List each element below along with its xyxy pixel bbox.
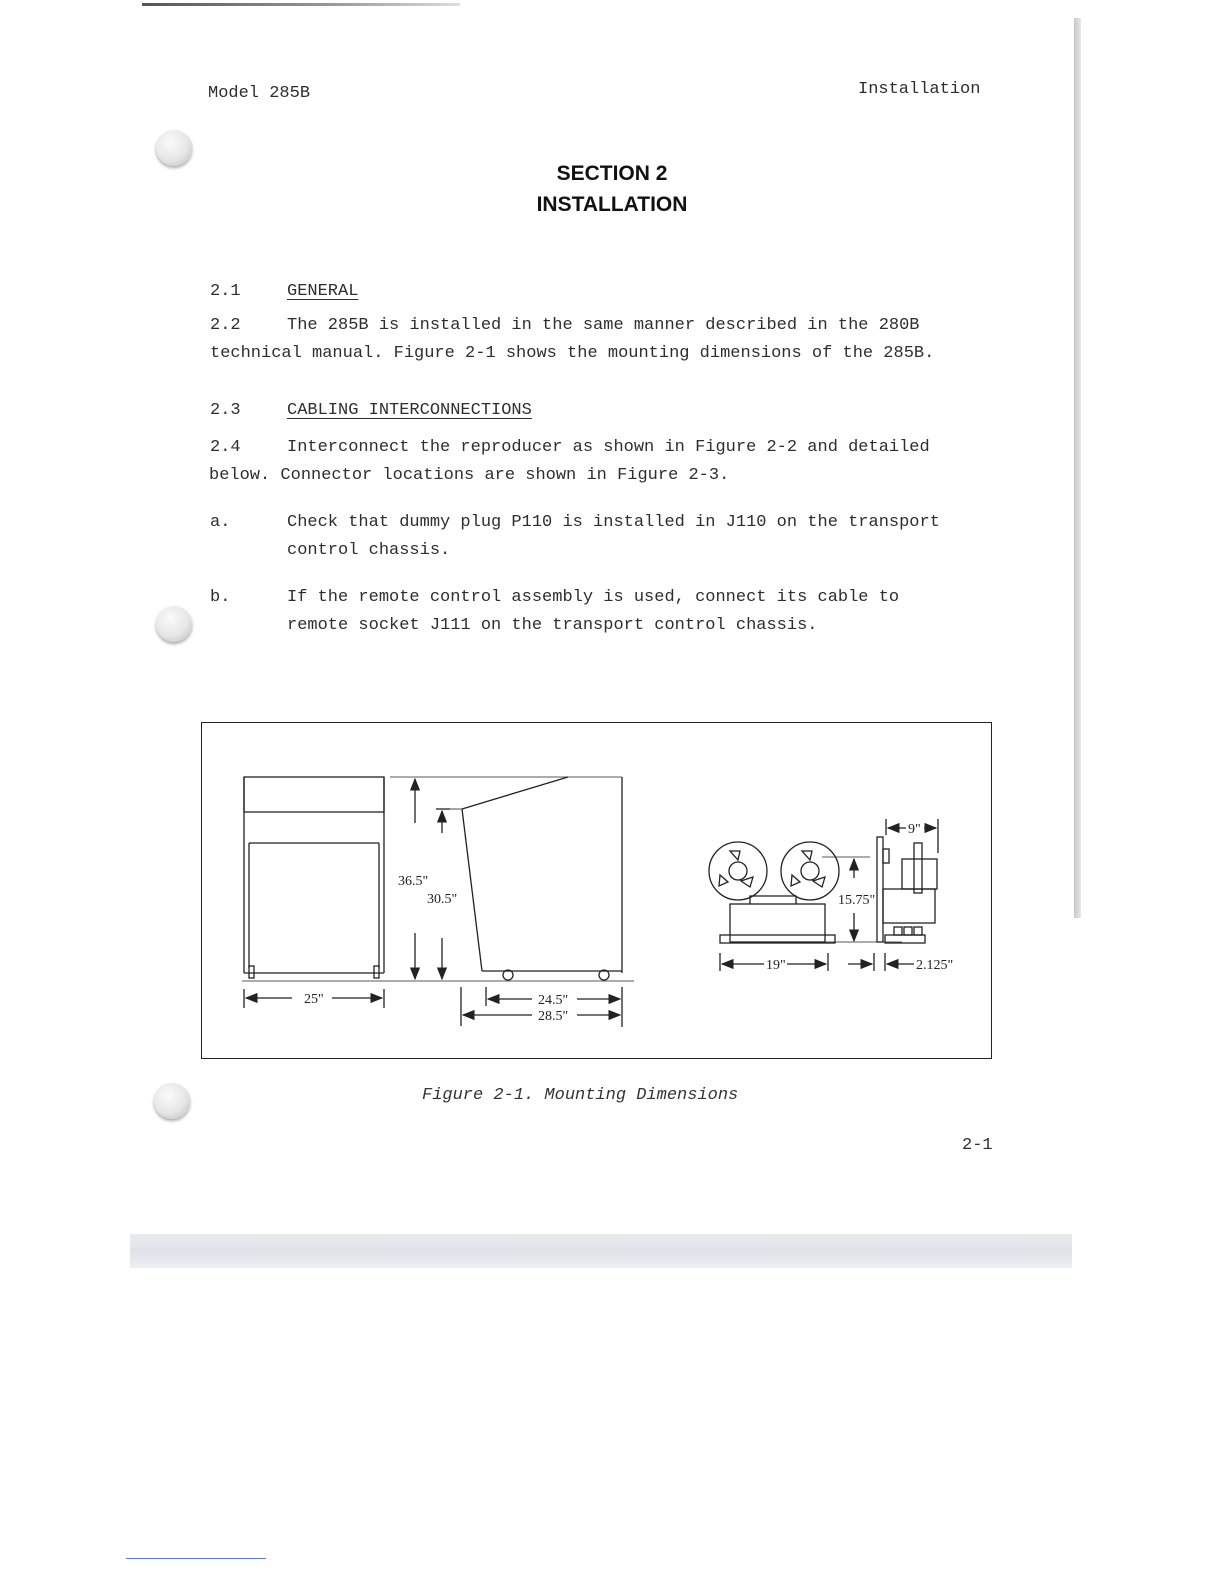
dim-panel-lip: 2.125" <box>916 958 954 973</box>
dim-depth-base: 24.5" <box>538 993 569 1008</box>
section-title: SECTION 2 <box>556 162 668 185</box>
dim-panel-depth: 9" <box>908 822 921 837</box>
item-letter: a. <box>210 513 231 532</box>
dim-height-desk: 30.5" <box>427 892 458 907</box>
mounting-diagram <box>202 723 991 1058</box>
section-subtitle: INSTALLATION <box>536 193 688 216</box>
item-text-line: remote socket J111 on the transport control chassis. <box>287 616 818 635</box>
para-text-line: technical manual. Figure 2-1 shows the mounting dimensions of the 285B. <box>210 344 935 363</box>
dim-width-front: 25" <box>304 992 324 1007</box>
binder-hole-bottom <box>154 1083 190 1119</box>
scan-bottom-band <box>130 1234 1072 1268</box>
para-heading-cabling: CABLING INTERCONNECTIONS <box>287 401 532 420</box>
scan-right-edge <box>1074 18 1081 918</box>
binder-hole-top <box>156 130 192 166</box>
figure-frame <box>201 722 992 1059</box>
item-text-line: control chassis. <box>287 541 451 560</box>
dim-panel-width: 19" <box>766 958 786 973</box>
para-text-line: below. Connector locations are shown in Figure 2-3. <box>209 466 730 485</box>
transport-panel-view <box>709 837 937 943</box>
dim-panel-height: 15.75" <box>838 893 876 908</box>
header-model: Model 285B <box>208 84 311 103</box>
para-number: 2.4 <box>210 438 241 457</box>
para-number: 2.2 <box>210 316 241 335</box>
para-number: 2.3 <box>210 401 241 420</box>
scan-top-line <box>142 3 460 6</box>
page-number: 2-1 <box>962 1136 993 1155</box>
para-heading-general: GENERAL <box>287 282 359 301</box>
header-section-name: Installation <box>858 80 981 99</box>
para-text-line: Interconnect the reproducer as shown in Figure 2-2 and detailed <box>287 438 930 457</box>
item-text-line: Check that dummy plug P110 is installed in J110 on the transport <box>287 513 940 532</box>
binder-hole-middle <box>156 606 192 642</box>
figure-caption: Figure 2-1. Mounting Dimensions <box>422 1086 739 1105</box>
item-text-line: If the remote control assembly is used, connect its cable to <box>287 588 900 607</box>
item-letter: b. <box>210 588 231 607</box>
dim-height-total: 36.5" <box>398 874 429 889</box>
dim-depth-total: 28.5" <box>538 1009 569 1024</box>
scan-bottom-line <box>126 1558 266 1559</box>
para-text-line: The 285B is installed in the same manner described in the 280B <box>287 316 920 335</box>
para-number: 2.1 <box>210 282 241 301</box>
